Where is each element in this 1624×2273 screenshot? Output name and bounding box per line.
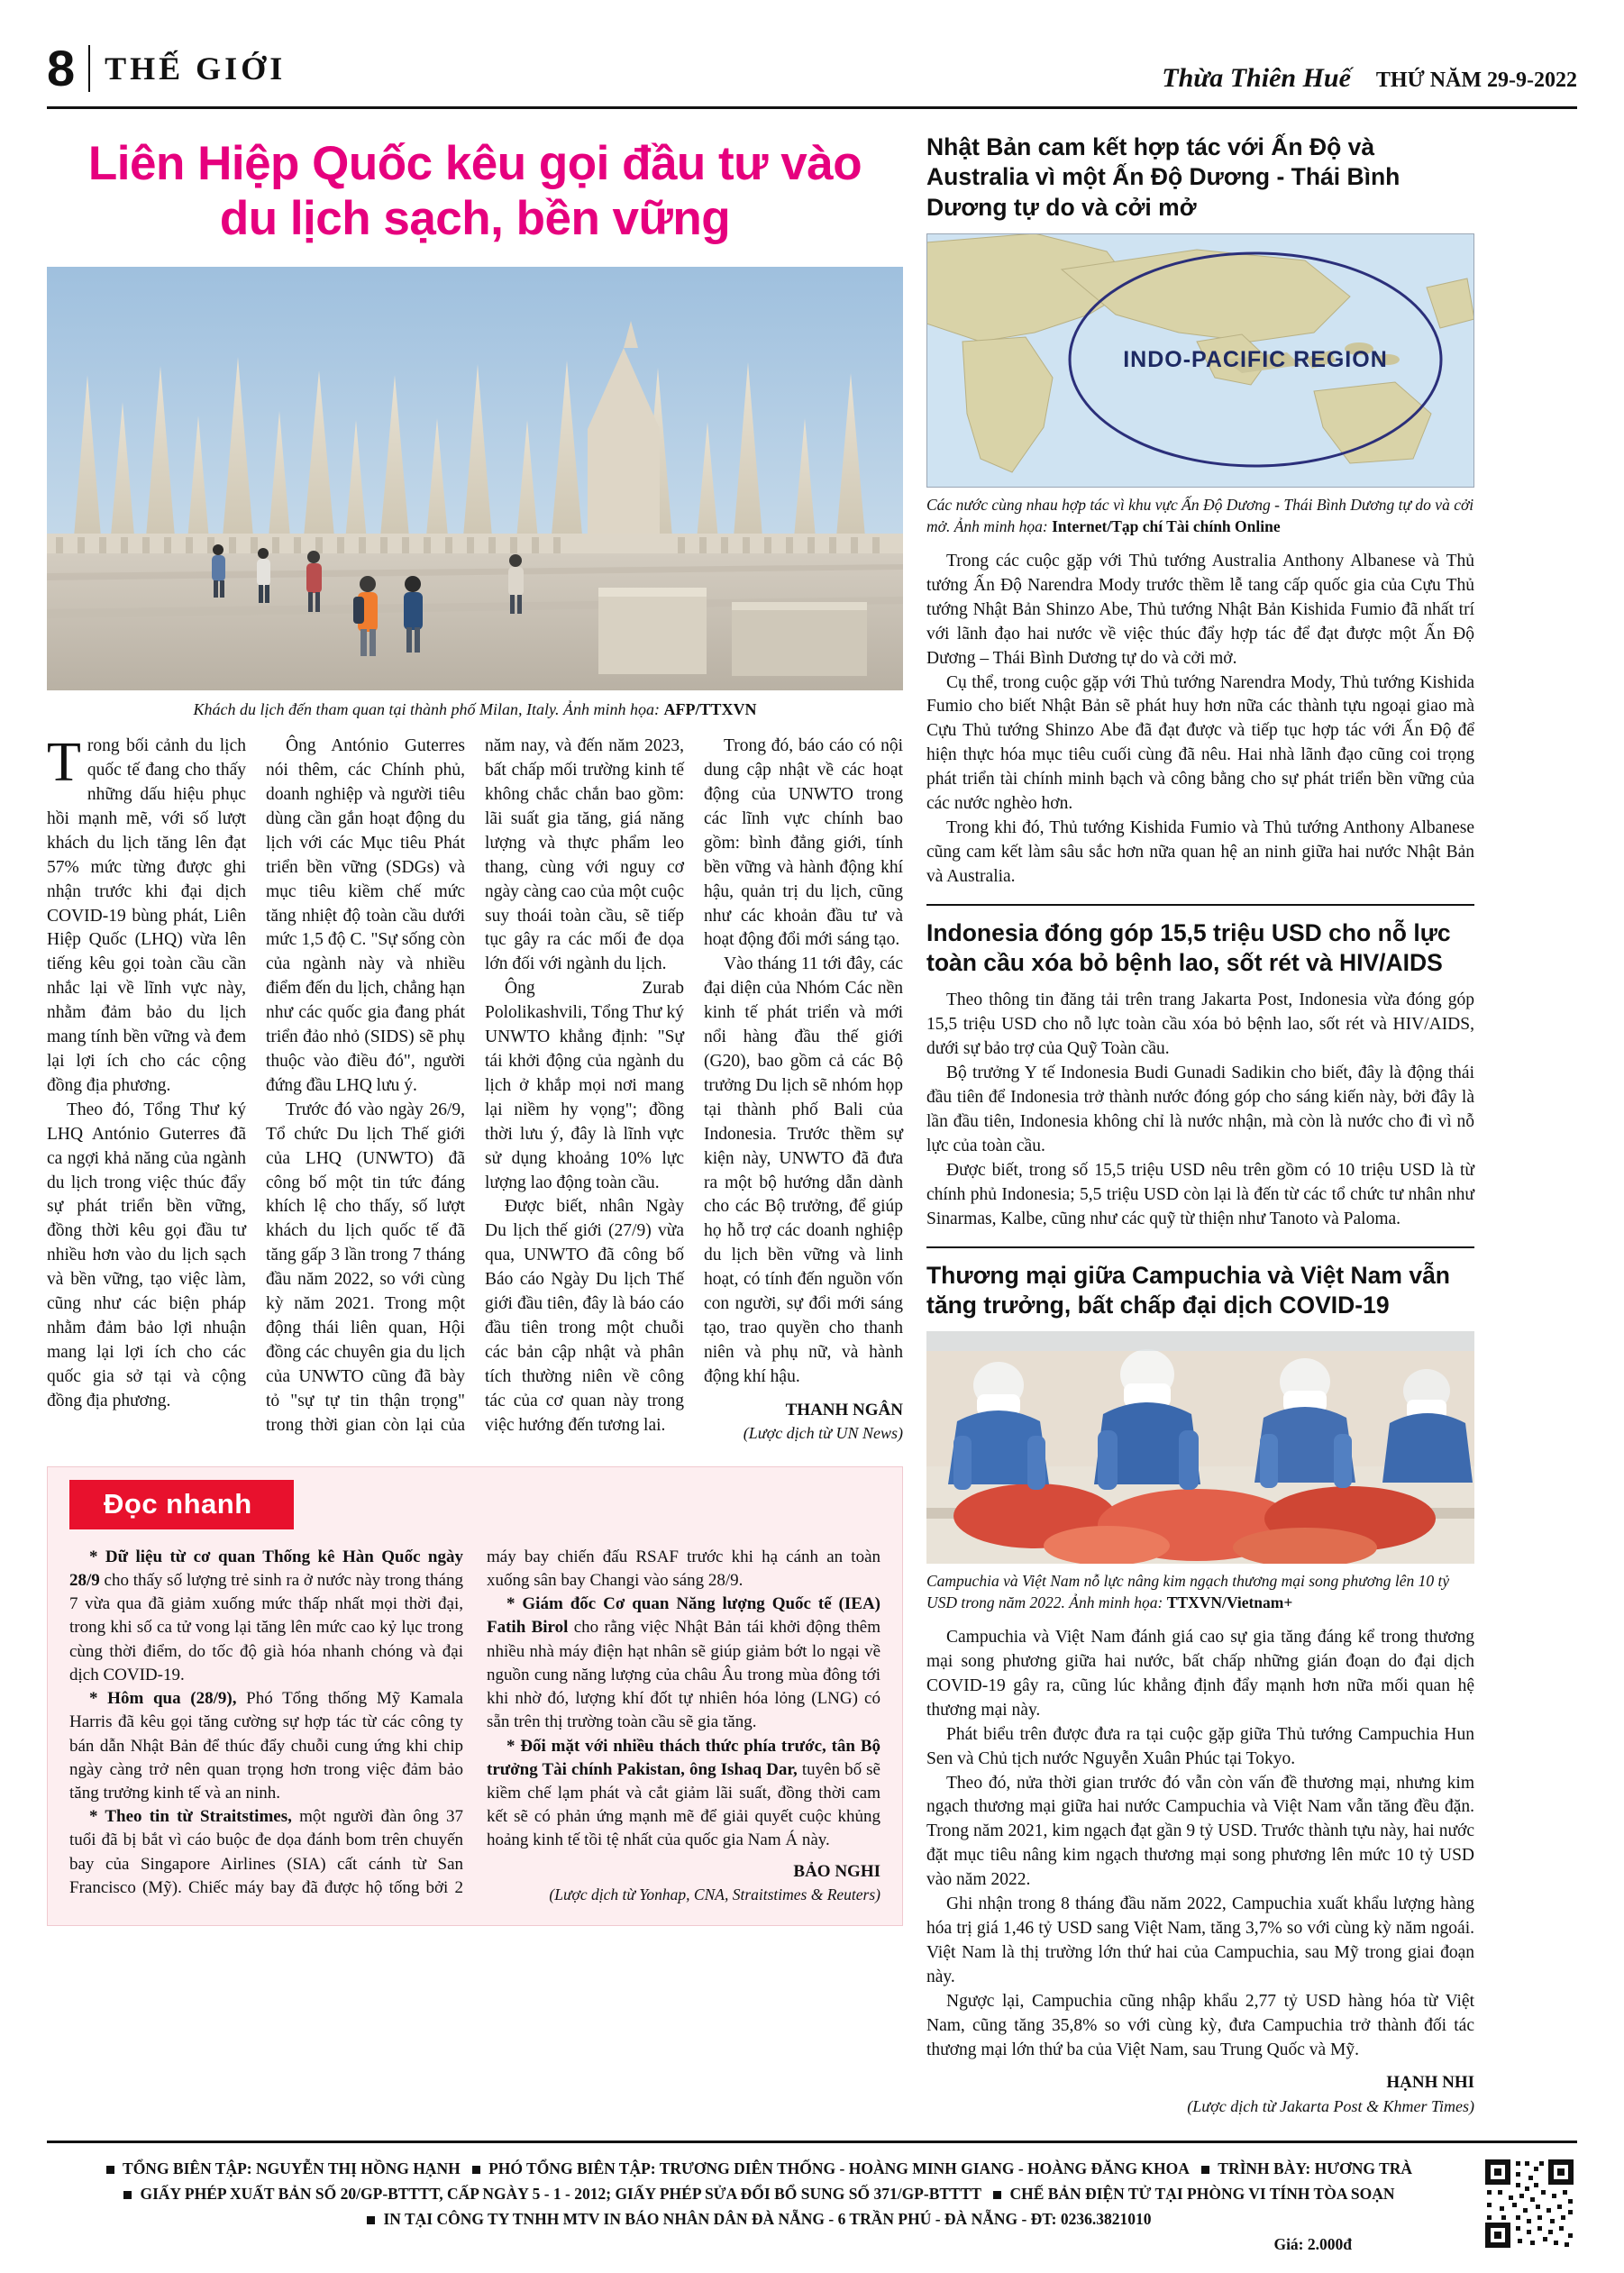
right-column: [926, 132, 1474, 2117]
list-item-lead: * Theo tin từ Straitstimes,: [89, 1807, 292, 1827]
prepress-info: CHẾ BẢN ĐIỆN TỬ TẠI PHÒNG VI TÍNH TÒA SOẠN: [1009, 2185, 1395, 2204]
list-item-lead: * Dữ liệu từ cơ quan Thống kê Hàn Quốc ngày 28/9: [69, 1547, 463, 1590]
paragraph: Cụ thể, trong cuộc gặp với Thủ tướng Narendra Mody, Thủ tướng Kishida Fumio cho biết Nhật Bản sẽ phát huy hơn nữa các thành tựu ngoại giao mà Cựu Thủ tướng Shinzo Abe đã đạt được và tiếp tục hợp tác với Ấn Độ để hiện thực hóa mục tiêu cuối cùng đã nêu. Hai nhà lãnh đạo cũng coi trọng phát triển tài chính minh bạch và công bằng cho sự phát triển bền vững của các nước nghèo hơn.: [926, 672, 1474, 814]
article1-photo-caption: [926, 495, 1474, 537]
paragraph: Vào tháng 11 tới đây, các đại diện của Nhóm Các nền kinh tế phát triển và mới nổi hàng đầu thế giới (G20), bao gồm cả các Bộ trưởng Du lịch sẽ nhóm họp tại thành phố Bali của Indonesia. Trước thềm sự kiện này, UNWTO đã đưa ra một bộ hướng dẫn dành cho các Bộ trưởng, để giúp họ hỗ trợ các doanh nghiệp du lịch bền vững và linh hoạt, có tính đến nguồn vốn con người, sự đổi mới sáng tạo, trao quyền cho thanh niên và phụ nữ, và hành động khí hậu.: [704, 954, 903, 1386]
footer: [47, 2141, 1577, 2254]
printing-info: IN TẠI CÔNG TY TNHH MTV IN BÁO NHÂN DÂN ĐÀ NẴNG - 6 TRẦN PHÚ - ĐÀ NẴNG - ĐT: 0236.3821010: [383, 2210, 1152, 2229]
license-info: GIẤY PHÉP XUẤT BẢN SỐ 20/GP-BTTTT, CẤP NGÀY 5 - 1 - 2012; GIẤY PHÉP SỬA ĐỔI BỔ SUNG SỐ 371/GP-BTTTT: [140, 2185, 982, 2204]
list-item-text: tuyên bố sẽ kiềm chế lạm phát và cắt giảm lãi suất, đồng thời cam kết sẽ có phản ứng mạnh mẽ để giải quyết cuộc khủng hoảng kinh tế tồi tệ nhất của quốc gia Nam Á này.: [487, 1759, 880, 1850]
article1-caption-credit: Internet/Tạp chí Tài chính Online: [1052, 516, 1281, 535]
article3-caption-text: Campuchia và Việt Nam nỗ lực nâng kim ngạch thương mại song phương lên 10 tỷ USD trong năm 2022. Ảnh minh họa:: [926, 1572, 1450, 1611]
quick-read-box: [47, 1466, 903, 1926]
article1-body: [926, 550, 1474, 890]
article1-caption-text: Các nước cùng nhau hợp tác vì khu vực Ấn Độ Dương - Thái Bình Dương tự do và cởi mở. Ảnh minh họa:: [926, 496, 1474, 535]
list-item: [487, 1735, 880, 1853]
footer-imprint: [47, 2156, 1464, 2254]
paragraph: Ông António Guterres nói thêm, các Chính phủ, doanh nghiệp và người tiêu dùng cần gắn hoạt động du lịch với các Mục tiêu Phát triển bền vững (SDGs) và mục tiêu kiềm chế mức tăng nhiệt độ toàn cầu dưới mức 1,5 độ C. "Sự sống còn của ngành này và nhiều điểm đến du lịch, chẳng hạn như các quốc gia đang phát triển đảo nhỏ (SIDS) sẽ phụ thuộc vào điều đó", người đứng đầu LHQ lưu ý.: [266, 736, 465, 1095]
quick-read-items: [69, 1546, 880, 1905]
indo-pacific-map-image: [926, 233, 1474, 488]
paragraph: Phát biểu trên được đưa ra tại cuộc gặp giữa Thủ tướng Campuchia Hun Sen và Chủ tịch nước Nguyễn Xuân Phúc tại Tokyo.: [926, 1724, 1474, 1768]
page-content: [47, 132, 1577, 2117]
footer-wrap: [47, 2141, 1577, 2254]
paragraph: Trong khi đó, Thủ tướng Kishida Fumio và Thủ tướng Anthony Albanese cũng cam kết làm sâu sắc hơn nữa quan hệ an ninh giữa hai nước Nhật Bản và Australia.: [926, 817, 1474, 886]
paragraph: Ông Zurab Pololikashvili, Tổng Thư ký UNWTO khẳng định: "Sự tái khởi động của ngành du lịch ở khắp mọi nơi mang lại niềm hy vọng"; đồng thời lưu ý, đây là lĩnh vực sử dụng khoảng 10% lực lượng lao động toàn cầu.: [485, 979, 684, 1192]
paragraph: Campuchia và Việt Nam đánh giá cao sự gia tăng đáng kể trong thương mại song phương giữa hai nước, bất chấp những gián đoạn do đại dịch COVID-19 gây ra, cũng lúc khẳng định đẩy mạnh hơn nữa mối quan hệ thương mại này.: [926, 1628, 1474, 1720]
article2-headline: Indonesia đóng góp 15,5 triệu USD cho nỗ lực toàn cầu xóa bỏ bệnh lao, sốt rét và HIV/AIDS: [926, 918, 1451, 977]
article3-photo-caption: [926, 1571, 1474, 1613]
lead-photo-caption-text: Khách du lịch đến tham quan tại thành phố Milan, Italy. Ảnh minh họa:: [193, 699, 664, 718]
bullet-icon: [106, 2166, 114, 2174]
paragraph: Ngược lại, Campuchia cũng nhập khẩu 2,77 tỷ USD hàng hóa từ Việt Nam, cũng tăng 35,8% so với cùng kỳ, đưa Campuchia trở thành đối tác thương mại lớn thứ ba của Việt Nam, sau Trung Quốc và Mỹ.: [926, 1991, 1474, 2059]
paragraph: Trước đó vào ngày 26/9, Tổ chức Du lịch Thế giới của LHQ (UNWTO) đã công bố một tin tức đáng khích lệ cho thấy, số lượt khách du lịch quốc tế đã tăng gấp 3 lần trong 7 tháng đầu năm 2022, so với cùng kỳ năm 2021. Trong một động thái liên quan, Hội đồng các chuyên gia du lịch của UNWTO cũng đã bày tỏ "sự tự tin thận trọng" trong thời gian còn lại của năm nay, và đến năm 2023, bất chấp mối trường kinh tế không chắc chắn bao gồm: lãi suất gia tăng, giá năng lượng và thực phẩm leo thang, cùng với nguy cơ ngày càng cao của một cuộc suy thoái toàn cầu, sẽ tiếp tục gây ra các mối đe dọa lớn đối với ngành du lịch.: [266, 736, 684, 1435]
masthead-right: [1162, 63, 1577, 94]
lead-signature-source: (Lược dịch từ UN News): [743, 1423, 903, 1442]
footer-row-3: [47, 2206, 1464, 2232]
paragraph: Bộ trưởng Y tế Indonesia Budi Gunadi Sadikin cho biết, đây là động thái đầu tiên để Indonesia trở thành nước đóng góp cho sáng kiến này, bởi đây là lần đầu tiên, Indonesia không chỉ là nước nhận, mà còn là nước cho đi vì nỗ lực của toàn cầu.: [926, 1063, 1474, 1155]
article3-headline: Thương mại giữa Campuchia và Việt Nam vẫn tăng trưởng, bất chấp đại dịch COVID-19: [926, 1261, 1450, 1319]
bullet-icon: [1201, 2166, 1209, 2174]
paragraph: Theo thông tin đăng tải trên trang Jakarta Post, Indonesia vừa đóng góp 15,5 triệu USD cho nỗ lực toàn cầu xóa bỏ bệnh lao, sốt rét và HIV/AIDS, dưới sự bảo trợ của Quỹ Toàn cầu.: [926, 990, 1474, 1059]
article2-body: [926, 989, 1474, 1231]
lead-article-body: [47, 732, 903, 1445]
list-item: [487, 1593, 880, 1734]
article3-signature-source: (Lược dịch từ Jakarta Post & Khmer Times): [1187, 2096, 1474, 2115]
left-column: [47, 132, 903, 2117]
paragraph: Được biết, nhân Ngày Du lịch thế giới (27/9) vừa qua, UNWTO đã công bố Báo cáo Ngày Du lịch Thế giới đầu tiên, đây là báo cáo đầu tiên trong một chuỗi các bản cập nhật và phân tích thường niên về công tác của cơ quan này trong việc hướng đến tương lai.: [485, 1197, 684, 1435]
bullet-icon: [993, 2191, 1001, 2199]
paragraph: Trong đó, báo cáo có nội dung cập nhật về các hoạt động của UNWTO trong các lĩnh vực chính bao gồm: bình đẳng giới, tính bền vững và hành động khí hậu, quản trị du lịch, cũng như các khoản đầu tư và hoạt động đổi mới sáng tạo.: [704, 736, 903, 950]
masthead-divider-line: [88, 45, 90, 92]
lead-photo-credit: AFP/TTXVN: [663, 699, 757, 718]
masthead-left: [47, 40, 287, 96]
layout-credit: TRÌNH BÀY: HƯƠNG TRÀ: [1218, 2159, 1412, 2178]
list-item-text: Phó Tổng thống Mỹ Kamala Harris đã kêu gọi tăng cường sự hợp tác từ các công ty bán dẫn Nhật Bản để thúc đẩy chuỗi cung ứng khi chip ngày càng trở nên quan trọng hơn trong việc đảm bảo tăng trưởng kinh tế và an ninh.: [69, 1689, 463, 1803]
article-divider: [926, 1246, 1474, 1248]
bullet-icon: [472, 2166, 480, 2174]
paper-name: Thừa Thiên Huế: [1162, 63, 1351, 93]
lead-photo-milan-cathedral: [47, 267, 903, 690]
masthead: [47, 40, 1577, 109]
qr-code: [1482, 2156, 1577, 2251]
lead-signature: THANH NGÂN: [785, 1400, 903, 1419]
bullet-icon: [367, 2216, 375, 2224]
list-item-lead: * Hôm qua (28/9),: [89, 1689, 237, 1709]
svg-text:INDO-PACIFIC REGION: INDO-PACIFIC REGION: [1123, 347, 1388, 373]
list-item-lead: * Giám đốc Cơ quan Năng lượng Quốc tế (IEA) Fatih Birol: [487, 1594, 880, 1638]
lead-photo-caption: [47, 698, 903, 720]
editor-in-chief: TỔNG BIÊN TẬP: NGUYỄN THỊ HỒNG HẠNH: [123, 2159, 461, 2178]
list-item-lead: * Đối mặt với nhiều thách thức phía trước, tân Bộ trưởng Tài chính Pakistan, ông Ishaq Dar,: [487, 1736, 880, 1779]
quick-read-signature: BẢO NGHI: [793, 1861, 880, 1881]
article3-body: [926, 1626, 1474, 2117]
section-title: THẾ GIỚI: [105, 50, 287, 87]
list-item-text: cho thấy số lượng trẻ sinh ra ở nước này trong tháng 7 vừa qua đã giảm xuống mức thấp nhất mọi thời đại, trong khi số ca tử vong lại tăng lên mức cao kỷ lục trong cùng thời điểm, do tốc độ già hóa nhanh chóng và đại dịch COVID-19.: [69, 1570, 463, 1684]
list-item-text: cho rằng việc Nhật Bản tái khởi động thêm nhiều nhà máy điện hạt nhân sẽ giúp giảm bớt lo ngại về nguồn cung năng lượng của châu Âu trong mùa đông tới khi nhờ đó, lượng khí đốt tự nhiên hóa lỏng (LNG) có sẵn trên thị trường toàn cầu sẽ gia tăng.: [487, 1618, 880, 1732]
lead-headline: Liên Hiệp Quốc kêu gọi đầu tư vào du lịch sạch, bền vững: [87, 137, 862, 246]
quick-read-signature-source: (Lược dịch từ Yonhap, CNA, Straitstimes & Reuters): [549, 1885, 880, 1903]
article3-caption-credit: TTXVN/Vietnam+: [1166, 1593, 1293, 1611]
footer-row-2: [47, 2181, 1464, 2206]
paragraph: Trong các cuộc gặp với Thủ tướng Australia Anthony Albanese và Thủ tướng Ấn Độ Narendra Mody trước thềm lễ tang cấp quốc gia của Cựu Thủ tướng Nhật Bản Shinzo Abe, Thủ tướng Nhật Bản Kishida Fumio đã nhất trí với lãnh đạo hai nước về việc thúc đẩy hợp tác để đạt được một Ấn Độ Dương – Thái Bình Dương tự do và cởi mở.: [926, 552, 1474, 668]
drop-cap: T: [47, 732, 81, 794]
paragraph: Được biết, trong số 15,5 triệu USD nêu trên gồm có 10 triệu USD là từ chính phủ Indonesia; 5,5 triệu USD còn lại là đến từ các tổ chức tư nhân như Sinarmas, Kalbe, cũng như các quỹ từ thiện như Tanoto và Paloma.: [926, 1160, 1474, 1228]
article1-headline: Nhật Bản cam kết hợp tác với Ấn Độ và Australia vì một Ấn Độ Dương - Thái Bình Dương tự do và cởi mở: [926, 133, 1400, 221]
deputy-editors: PHÓ TỔNG BIÊN TẬP: TRƯƠNG DIÊN THỐNG - HOÀNG MINH GIANG - HOÀNG ĐĂNG KHOA: [488, 2159, 1190, 2178]
paragraph: [47, 732, 246, 1099]
article3-signature: HẠNH NHI: [1386, 2073, 1474, 2093]
issue-date: THỨ NĂM 29-9-2022: [1375, 68, 1577, 92]
list-item: [69, 1546, 463, 1687]
price-label: Giá: 2.000đ: [1273, 2235, 1352, 2254]
paragraph: Ghi nhận trong 8 tháng đầu năm 2022, Campuchia xuất khẩu lượng hàng hóa trị giá 1,46 tỷ USD sang Việt Nam, tăng 3,7% so với cùng kỳ năm ngoái. Việt Nam là thị trường lớn thứ hai của Campuchia, sau Mỹ trong giai đoạn này.: [926, 1894, 1474, 1986]
list-item-text: một người đàn ông 37 tuổi đã bị bắt vì cáo buộc đe dọa đánh bom trên chuyến bay của Singapore Airlines (SIA) cất cánh từ San Francisco (Mỹ). Chiếc máy bay đã được hộ tống bởi 2 máy bay chiến đấu RSAF trước khi hạ cánh an toàn xuống sân bay Changi vào sáng 28/9.: [69, 1547, 880, 1897]
page-number: 8: [47, 40, 75, 96]
article-divider: [926, 904, 1474, 906]
bullet-icon: [123, 2191, 132, 2199]
footer-row-1: [47, 2156, 1464, 2181]
paragraph: Theo đó, nửa thời gian trước đó vẫn còn vấn đề thương mại, nhưng kim ngạch thương mại giữa hai nước Campuchia và Việt Nam vẫn tăng đều đặn. Trong năm 2021, kim ngạch đạt gần 9 tỷ USD. Trước thành tựu này, hai nước đặt mục tiêu nâng kim ngạch thương mại song phương lên mức 10 tỷ USD vào năm 2022.: [926, 1773, 1474, 1890]
list-item: [69, 1687, 463, 1805]
quick-read-title: Đọc nhanh: [69, 1480, 294, 1529]
paragraph-text: rong bối cảnh du lịch quốc tế đang cho thấy những dấu hiệu phục hồi mạnh mẽ, với số lượt khách du lịch tăng lên đạt 57% mức từng được ghi nhận trước khi đại dịch COVID-19 bùng phát, Liên Hiệp Quốc (LHQ) vừa lên tiếng kêu gọi toàn cầu cần nhắc lại về lĩnh vực này, nhằm đảm bảo du lịch mang tính bền vững và đem lại lợi ích cho các cộng đồng địa phương.: [47, 736, 246, 1095]
cambodia-vietnam-trade-photo: [926, 1331, 1474, 1564]
paragraph: Theo đó, Tổng Thư ký LHQ António Guterres đã ca ngợi khả năng của ngành du lịch trong việc thúc đẩy sự phát triển bền vững, đồng thời kêu gọi đầu tư nhiều hơn vào du lịch sạch và bền vững, tạo việc làm, cũng như các biện pháp nhằm đảm bảo lợi nhuận mang lại lợi ích cho các quốc gia sở tại và cộng đồng địa phương.: [47, 1100, 246, 1410]
